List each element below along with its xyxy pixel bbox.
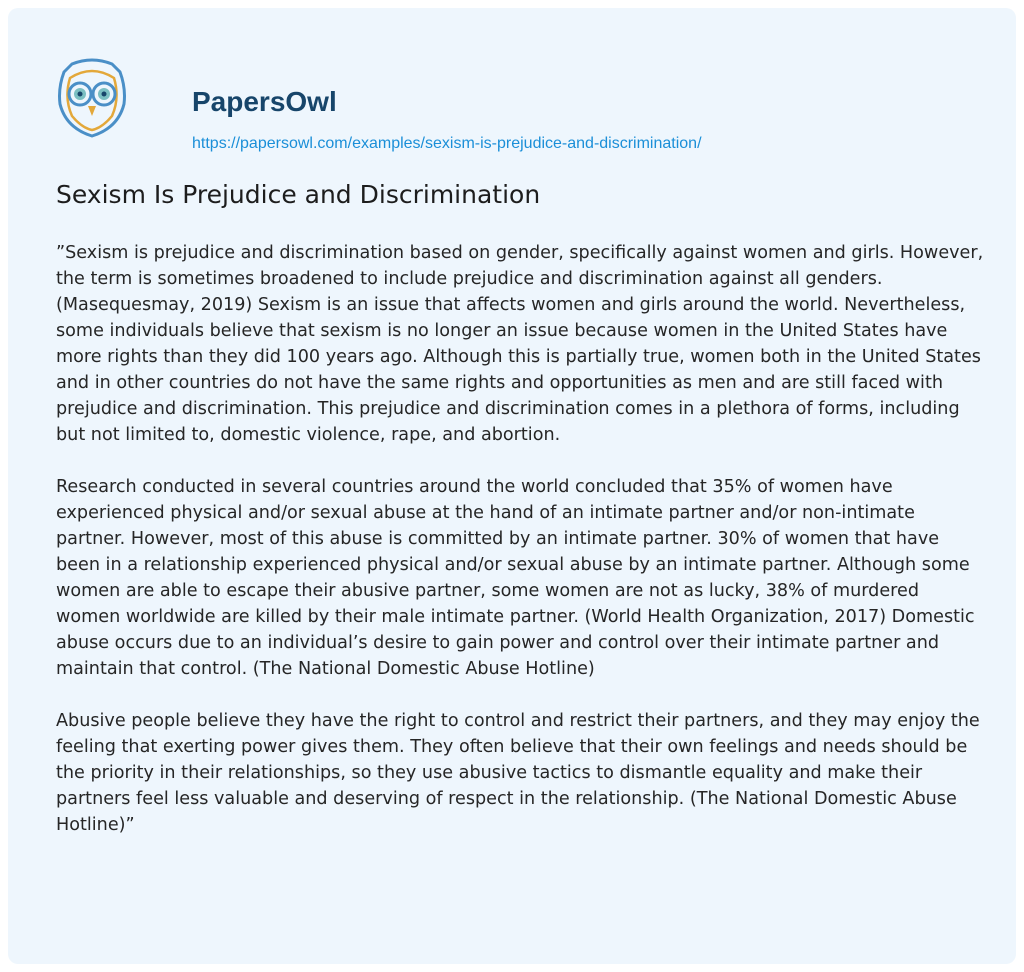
paragraph-2: Research conducted in several countries around the world concluded that 35% of women have experienced physical and/or sexual abuse at the hand of an intimate partner and/or non-intimate partner. However, most of this abuse is committed by an intimate partner. 30% of women that have been in a relationship experienced physical and/or sexual abuse by an intimate partner. Although some women are able to escape their abusive partner, some women are not as lucky, 38% of murdered women worldwide are killed by their male intimate partner. (World Health Organization, 2017) Domestic abuse occurs due to an individual’s desire to gain power and control over their intimate partner and maintain that control. (The National Domestic Abuse Hotline) bbox=[56, 477, 975, 679]
paragraph-1: ”Sexism is prejudice and discrimination based on gender, specifically against women and girls. However, the term is sometimes broadened to include prejudice and discrimination against all genders. (Masequesmay, 2019) Sexism is an issue that affects women and girls around the world. Nevertheless, some individuals believe that sexism is no longer an issue because women in the United States have more rights than they did 100 years ago. Although this is partially true, women both in the United States and in other countries do not have the same rights and opportunities as men and are still faced with prejudice and discrimination. This prejudice and discrimination comes in a plethora of forms, including but not limited to, domestic violence, rape, and abortion. bbox=[56, 243, 984, 445]
article-body bbox=[56, 240, 986, 864]
article-title: Sexism Is Prejudice and Discrimination bbox=[56, 180, 541, 209]
source-url-link[interactable]: https://papersowl.com/examples/sexism-is-prejudice-and-discrimination/ bbox=[192, 135, 702, 152]
paragraph-3: Abusive people believe they have the right to control and restrict their partners, and they may enjoy the feeling that exerting power gives them. They often believe that their own feelings and needs should be the priority in their relationships, so they use abusive tactics to dismantle equality and make their partners feel less valuable and deserving of respect in the relationship. (The National Domestic Abuse Hotline)” bbox=[56, 711, 980, 835]
essay-card bbox=[8, 8, 1016, 964]
owl-logo-icon[interactable] bbox=[58, 58, 126, 138]
brand-name[interactable]: PapersOwl bbox=[192, 86, 337, 117]
